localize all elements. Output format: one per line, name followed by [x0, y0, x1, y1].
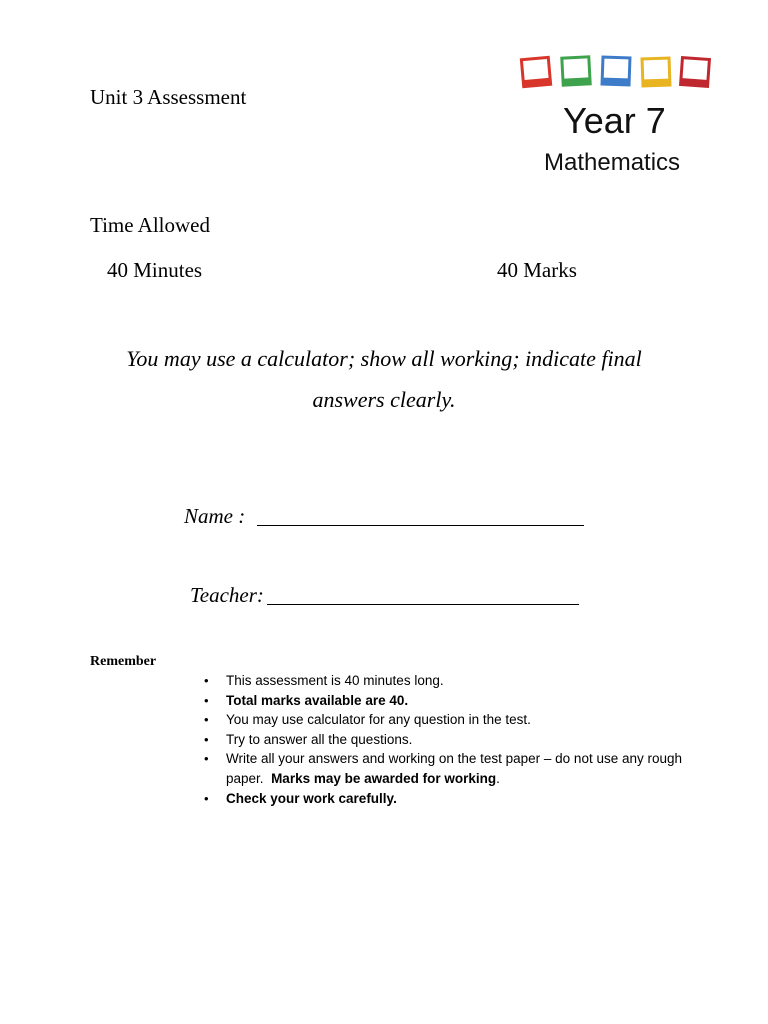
list-item — [226, 710, 686, 730]
list-item — [226, 730, 686, 750]
logo-frame-yellow — [640, 56, 671, 87]
logo-frames — [519, 52, 714, 94]
list-item-text: You may use calculator for any question in the test. — [226, 712, 531, 728]
time-allowed-label: Time Allowed — [90, 213, 210, 237]
list-item-text: Check your work carefully. — [226, 790, 397, 806]
name-label: Name : — [184, 504, 246, 528]
list-item-text: Try to answer all the questions. — [226, 731, 413, 747]
list-item — [226, 749, 686, 788]
name-field-line[interactable] — [257, 525, 584, 526]
unit-title: Unit 3 Assessment — [90, 85, 247, 109]
list-item-period: . — [496, 770, 500, 786]
list-item — [226, 691, 686, 711]
total-marks: 40 Marks — [497, 258, 577, 282]
list-item — [226, 671, 686, 691]
teacher-field-line[interactable] — [267, 604, 579, 605]
list-item-text: Write all your answers and working on the test paper – do not use any rough paper. — [226, 751, 683, 786]
instructions: You may use a calculator; show all working; indicate final answers clearly. — [126, 346, 642, 412]
logo-frame-darkred — [679, 56, 711, 88]
remember-list — [226, 671, 686, 808]
logo-frame-green — [560, 55, 592, 87]
remember-heading: Remember — [90, 654, 157, 669]
logo-frame-blue — [600, 55, 631, 86]
logo-subject: Mathematics — [544, 149, 681, 176]
logo-frame-red — [520, 56, 553, 89]
time-minutes: 40 Minutes — [107, 258, 203, 282]
list-item-text: This assessment is 40 minutes long. — [226, 673, 444, 688]
list-item-emphasis: Marks may be awarded for working — [271, 770, 497, 786]
logo-year: Year 7 — [563, 100, 666, 141]
list-item — [226, 789, 686, 809]
list-item-text: Total marks available are 40. — [226, 692, 409, 708]
teacher-label: Teacher: — [190, 583, 264, 607]
